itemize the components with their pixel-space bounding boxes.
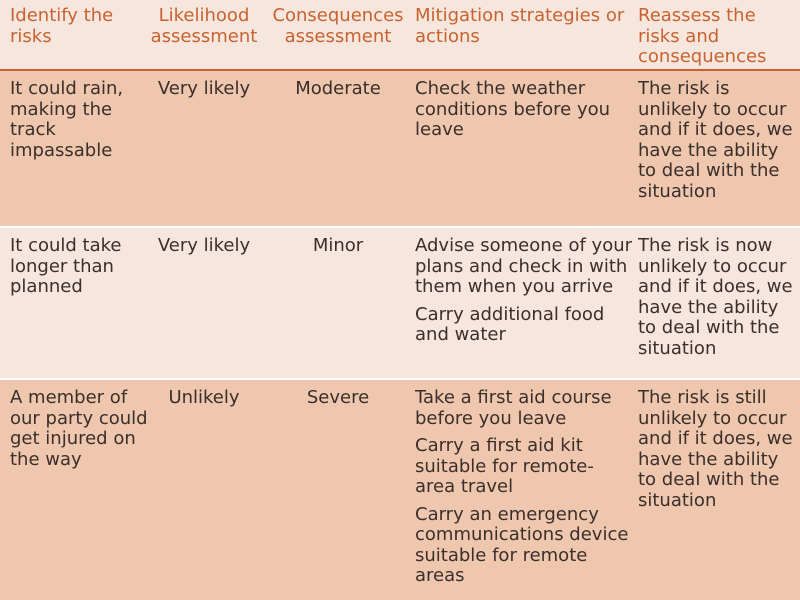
mitigation-item: Carry additional food and water <box>415 303 605 345</box>
reassess-cell: The risk is unlikely to occur and if it does, we have the ability to deal with the situation <box>638 78 793 202</box>
mitigation-item: Carry an emergency communications device suitable for remote areas <box>415 503 629 586</box>
mitigation-item: Advise someone of your plans and check in with them when you arrive <box>415 235 633 297</box>
header-identify-risks: Identify the risks <box>10 5 114 47</box>
table-row <box>0 228 800 378</box>
consequence-cell: Minor <box>312 235 364 256</box>
consequence-cell: Moderate <box>295 78 381 99</box>
table-header <box>0 0 800 68</box>
risk-cell: It could rain, making the track impassable <box>10 78 124 161</box>
mitigation-cell <box>415 236 633 346</box>
header-mitigation: Mitigation strategies or actions <box>415 5 625 47</box>
mitigation-item: Carry a first aid kit suitable for remote-area travel <box>415 435 594 497</box>
header-consequences: Consequences assessment <box>272 5 404 47</box>
mitigation-cell <box>415 79 633 141</box>
header-likelihood: Likelihood assessment <box>150 5 258 47</box>
mitigation-item: Take a first aid course before you leave <box>415 387 612 429</box>
mitigation-item: Check the weather conditions before you leave <box>415 78 611 140</box>
likelihood-cell: Very likely <box>157 78 251 99</box>
table-row <box>0 380 800 600</box>
likelihood-cell: Unlikely <box>168 387 240 408</box>
risk-cell: A member of our party could get injured on the way <box>10 387 148 470</box>
likelihood-cell: Very likely <box>157 235 251 256</box>
risk-cell: It could take longer than planned <box>10 235 122 297</box>
consequence-cell: Severe <box>306 387 370 408</box>
mitigation-cell <box>415 388 633 587</box>
reassess-cell: The risk is now unlikely to occur and if it does, we have the ability to deal with the situation <box>638 235 793 359</box>
reassess-cell: The risk is still unlikely to occur and if it does, we have the ability to deal with the situation <box>638 387 793 511</box>
header-reassess: Reassess the risks and consequences <box>638 5 767 67</box>
table-row <box>0 71 800 226</box>
